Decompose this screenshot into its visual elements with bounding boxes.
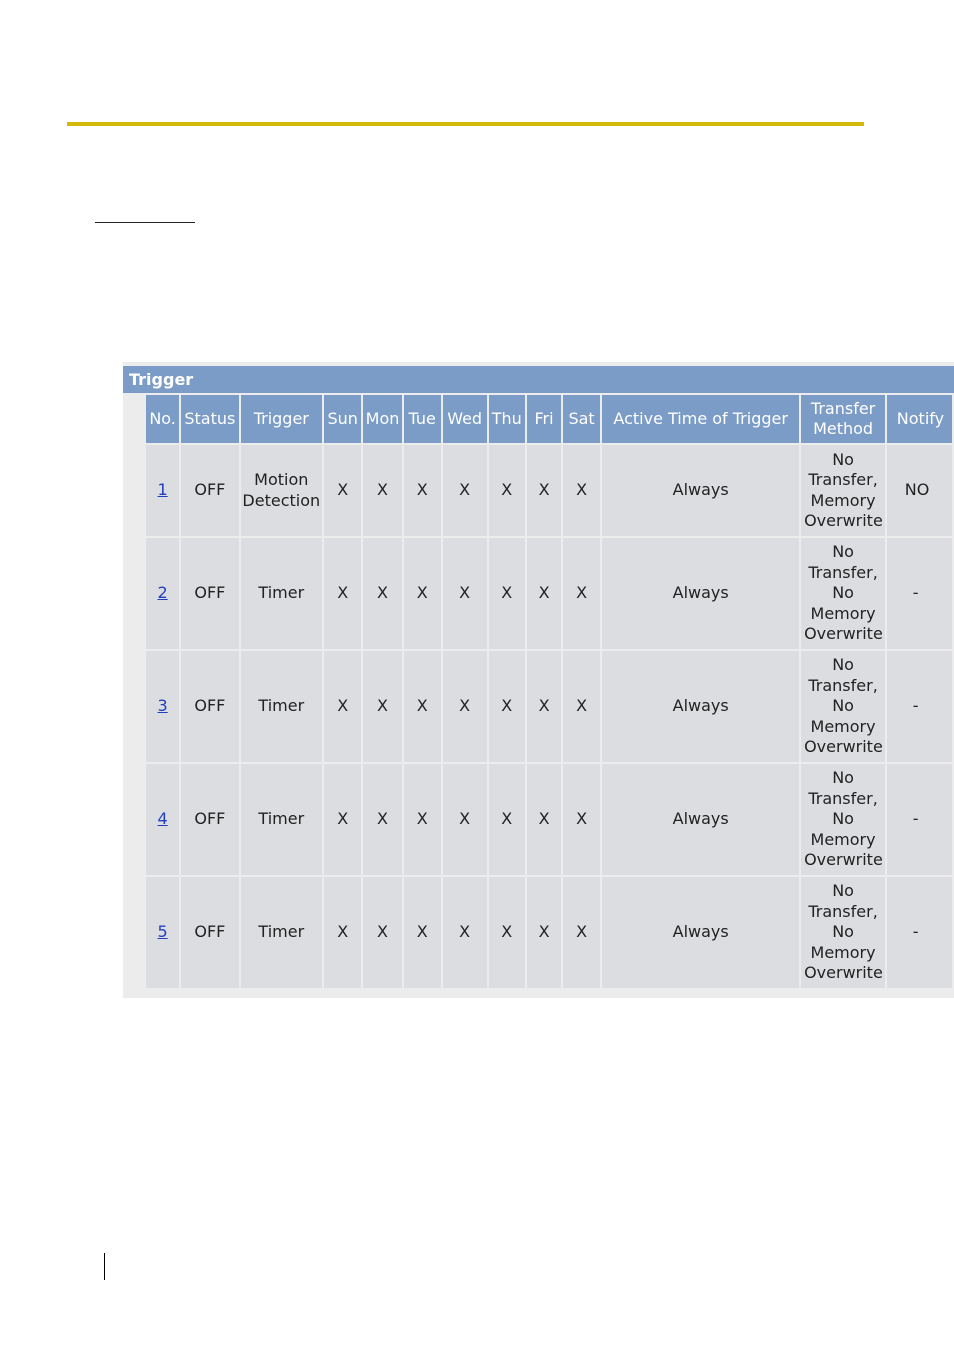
row-number-link[interactable]: 5: [157, 922, 168, 942]
cell-thu: X: [489, 877, 525, 988]
cell-mon: X: [363, 877, 401, 988]
table-row: [146, 764, 952, 875]
cell-trigger: Motion Detection: [241, 445, 323, 536]
cell-notify: -: [887, 877, 952, 988]
cell-status: OFF: [181, 764, 238, 875]
cell-thu: X: [489, 538, 525, 649]
column-header-mon: Mon: [363, 395, 401, 443]
row-number-link[interactable]: 4: [157, 809, 168, 829]
cell-no: [146, 538, 179, 649]
cell-trigger: Timer: [241, 538, 323, 649]
cell-wed: X: [443, 764, 487, 875]
cell-tue: X: [404, 764, 441, 875]
transfer-method-text: No Transfer, No Memory Overwrite: [804, 768, 883, 870]
row-number-link[interactable]: 2: [157, 583, 168, 603]
cell-mon: X: [363, 445, 401, 536]
row-number-link[interactable]: 1: [157, 480, 168, 500]
cell-status: OFF: [181, 538, 238, 649]
cell-trigger: Timer: [241, 651, 323, 762]
column-header-sat: Sat: [563, 395, 600, 443]
cell-tue: X: [404, 651, 441, 762]
trigger-panel: [123, 362, 954, 998]
cell-notify: NO: [887, 445, 952, 536]
cell-sat: X: [563, 764, 600, 875]
column-header-active-time: Active Time of Trigger: [602, 395, 799, 443]
heading-underline: [95, 222, 195, 223]
column-header-transfer-method: [801, 395, 884, 443]
trigger-table: [144, 393, 954, 990]
cell-mon: X: [363, 764, 401, 875]
cell-no: [146, 764, 179, 875]
margin-bar: [104, 1253, 105, 1280]
cell-transfer-method: [801, 764, 884, 875]
cell-status: OFF: [181, 445, 238, 536]
cell-fri: X: [527, 538, 561, 649]
column-header-wed: Wed: [443, 395, 487, 443]
cell-no: [146, 445, 179, 536]
cell-fri: X: [527, 445, 561, 536]
transfer-method-text: No Transfer, No Memory Overwrite: [804, 881, 883, 983]
cell-sun: X: [324, 538, 361, 649]
cell-wed: X: [443, 538, 487, 649]
cell-mon: X: [363, 651, 401, 762]
transfer-method-text: No Transfer, No Memory Overwrite: [804, 542, 883, 644]
cell-sun: X: [324, 877, 361, 988]
cell-sat: X: [563, 445, 600, 536]
cell-transfer-method: [801, 538, 884, 649]
transfer-method-header-label: Transfer Method: [810, 399, 876, 438]
cell-active-time: Always: [602, 651, 799, 762]
cell-thu: X: [489, 651, 525, 762]
row-number-link[interactable]: 3: [157, 696, 168, 716]
cell-sun: X: [324, 764, 361, 875]
column-header-fri: Fri: [527, 395, 561, 443]
cell-active-time: Always: [602, 538, 799, 649]
column-header-status: Status: [181, 395, 238, 443]
cell-active-time: Always: [602, 445, 799, 536]
cell-trigger: Timer: [241, 877, 323, 988]
cell-notify: -: [887, 538, 952, 649]
column-header-thu: Thu: [489, 395, 525, 443]
transfer-method-text: No Transfer, No Memory Overwrite: [804, 655, 883, 757]
cell-wed: X: [443, 877, 487, 988]
column-header-no: No.: [146, 395, 179, 443]
cell-transfer-method: [801, 877, 884, 988]
cell-notify: -: [887, 651, 952, 762]
table-header-row: [146, 395, 952, 443]
cell-no: [146, 651, 179, 762]
cell-sun: X: [324, 651, 361, 762]
table-row: [146, 538, 952, 649]
column-header-sun: Sun: [324, 395, 361, 443]
cell-status: OFF: [181, 651, 238, 762]
cell-wed: X: [443, 445, 487, 536]
table-row: [146, 877, 952, 988]
table-row: [146, 651, 952, 762]
cell-transfer-method: [801, 651, 884, 762]
column-header-notify: Notify: [887, 395, 952, 443]
cell-fri: X: [527, 764, 561, 875]
cell-tue: X: [404, 877, 441, 988]
cell-sat: X: [563, 651, 600, 762]
cell-transfer-method: [801, 445, 884, 536]
cell-tue: X: [404, 538, 441, 649]
cell-mon: X: [363, 538, 401, 649]
cell-notify: -: [887, 764, 952, 875]
transfer-method-text: No Transfer, Memory Overwrite: [804, 449, 883, 530]
top-accent-rule: [67, 122, 864, 126]
cell-tue: X: [404, 445, 441, 536]
column-header-tue: Tue: [404, 395, 441, 443]
cell-fri: X: [527, 877, 561, 988]
cell-wed: X: [443, 651, 487, 762]
cell-fri: X: [527, 651, 561, 762]
cell-active-time: Always: [602, 877, 799, 988]
cell-sun: X: [324, 445, 361, 536]
cell-status: OFF: [181, 877, 238, 988]
cell-active-time: Always: [602, 764, 799, 875]
cell-sat: X: [563, 538, 600, 649]
cell-sat: X: [563, 877, 600, 988]
cell-thu: X: [489, 764, 525, 875]
column-header-trigger: Trigger: [241, 395, 323, 443]
cell-trigger: Timer: [241, 764, 323, 875]
cell-thu: X: [489, 445, 525, 536]
cell-no: [146, 877, 179, 988]
panel-title: Trigger: [123, 366, 954, 393]
table-row: [146, 445, 952, 536]
